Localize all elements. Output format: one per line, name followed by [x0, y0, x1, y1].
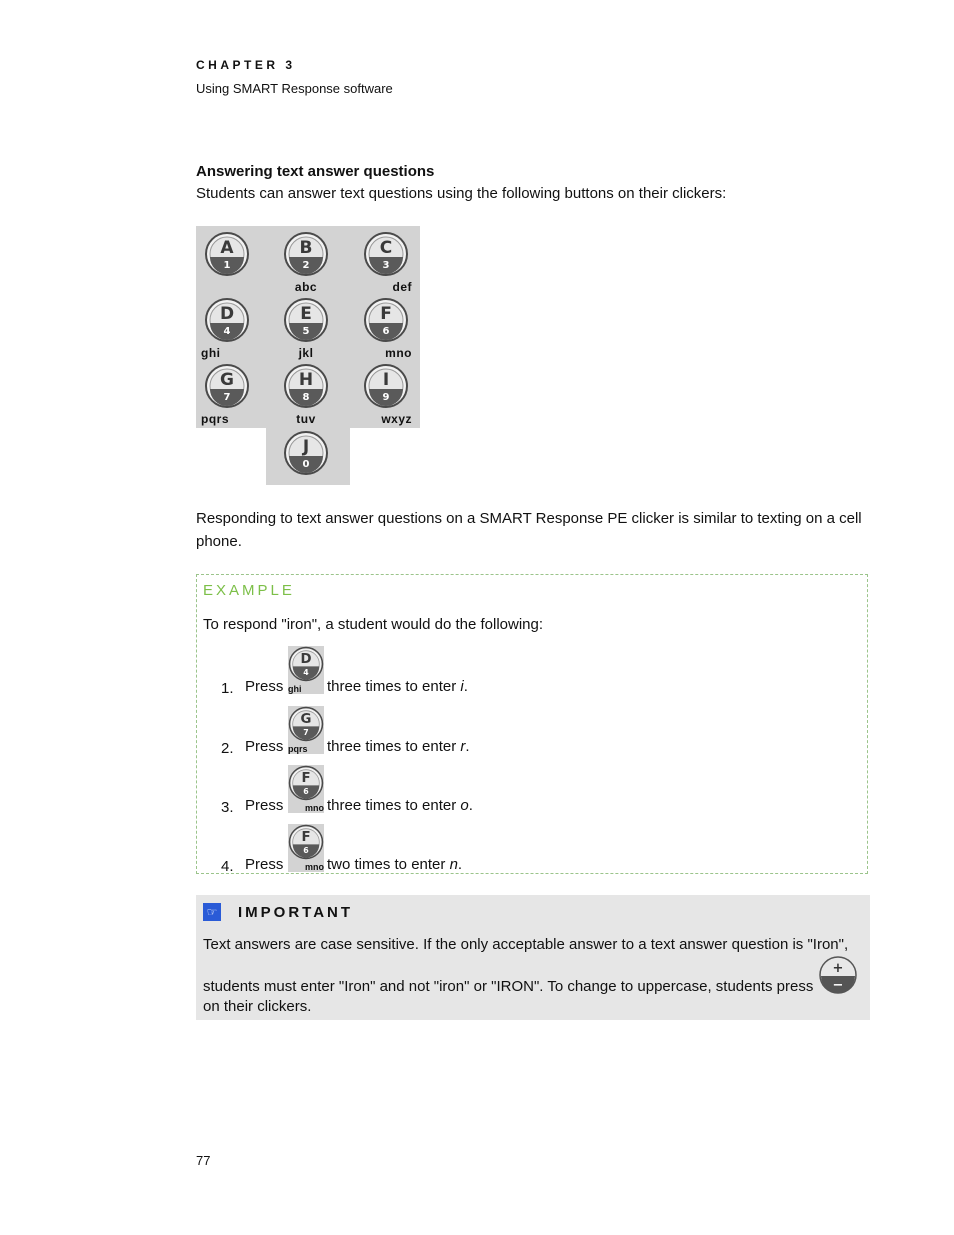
step-instruction: three times to enter i. [327, 678, 468, 695]
svg-text:A: A [220, 238, 234, 258]
svg-text:4: 4 [303, 667, 309, 677]
key-letters-label: def [392, 280, 412, 294]
chapter-subtitle: Using SMART Response software [196, 81, 393, 96]
svg-text:D: D [300, 652, 312, 668]
key-j-icon [283, 430, 329, 476]
key-b-icon [283, 231, 329, 277]
step-press-label: Press [245, 678, 284, 695]
key-letters-label: ghi [201, 346, 221, 360]
svg-text:3: 3 [382, 260, 390, 271]
svg-text:I: I [382, 370, 390, 390]
key-a-icon [204, 231, 250, 277]
key-letters-label: pqrs [201, 412, 230, 426]
key-d-icon [288, 646, 324, 694]
svg-text:G: G [300, 712, 312, 728]
pointing-hand-icon: ☞ [203, 903, 221, 921]
important-title: IMPORTANT [238, 904, 354, 921]
key-letters-label: mno [385, 346, 412, 360]
key-letters-label: abc [294, 280, 318, 294]
svg-text:F: F [380, 304, 392, 324]
step-press-label: Press [245, 738, 284, 755]
step-number: 3. [221, 799, 234, 816]
section-intro: Students can answer text questions using the following buttons on their clickers: [196, 185, 727, 202]
svg-text:J: J [302, 437, 310, 457]
svg-text:6: 6 [303, 786, 309, 796]
svg-text:+: + [832, 961, 844, 976]
svg-text:F: F [301, 771, 311, 787]
key-letters-label: ghi [288, 684, 302, 694]
svg-text:0: 0 [302, 459, 310, 470]
key-i-icon [363, 363, 409, 409]
svg-text:B: B [299, 238, 313, 258]
key-letters-label: pqrs [288, 744, 308, 754]
key-letters-label: mno [305, 803, 324, 813]
svg-text:4: 4 [223, 326, 231, 337]
key-letters-label: wxyz [381, 412, 412, 426]
svg-text:7: 7 [303, 727, 309, 737]
page-number: 77 [196, 1153, 211, 1168]
svg-text:2: 2 [302, 260, 310, 271]
step-number: 2. [221, 740, 234, 757]
section-title: Answering text answer questions [196, 163, 435, 180]
key-f-icon [288, 765, 324, 813]
key-g-icon [288, 706, 324, 754]
key-f-icon [363, 297, 409, 343]
step-instruction: two times to enter n. [327, 856, 463, 873]
example-intro: To respond "iron", a student would do the following: [203, 616, 544, 633]
step-number: 1. [221, 680, 234, 697]
key-e-icon [283, 297, 329, 343]
important-line-3: on their clickers. [203, 998, 312, 1015]
example-title: EXAMPLE [203, 582, 295, 599]
svg-text:−: − [832, 978, 844, 993]
svg-text:D: D [219, 304, 235, 324]
svg-text:8: 8 [302, 392, 310, 403]
svg-text:7: 7 [223, 392, 231, 403]
step-press-label: Press [245, 797, 284, 814]
key-letters-label: jkl [298, 346, 314, 360]
step-press-label: Press [245, 856, 284, 873]
svg-text:F: F [301, 830, 311, 846]
key-letters-label: mno [305, 862, 324, 872]
key-h-icon [283, 363, 329, 409]
key-c-icon [363, 231, 409, 277]
svg-text:G: G [220, 370, 234, 390]
svg-text:C: C [379, 238, 393, 258]
step-number: 4. [221, 858, 234, 875]
svg-text:E: E [300, 304, 312, 324]
step-instruction: three times to enter o. [327, 797, 473, 814]
important-line-1: Text answers are case sensitive. If the only acceptable answer to a text answer question is "Iron", [203, 936, 849, 953]
key-f-icon [288, 824, 324, 872]
step-instruction: three times to enter r. [327, 738, 470, 755]
important-line-2: students must enter "Iron" and not "iron" or "IRON". To change to uppercase, students press [203, 978, 814, 995]
key-g-icon [204, 363, 250, 409]
texting-paragraph: Responding to text answer questions on a SMART Response PE clicker is similar to texting on a cell phone. [196, 510, 862, 550]
svg-text:1: 1 [223, 260, 231, 271]
plus-minus-key-icon [818, 955, 858, 995]
key-letters-label: tuv [296, 412, 316, 426]
svg-text:6: 6 [303, 845, 309, 855]
svg-text:6: 6 [382, 326, 390, 337]
svg-text:H: H [298, 370, 314, 390]
svg-text:5: 5 [302, 326, 310, 337]
chapter-label: CHAPTER 3 [196, 58, 296, 72]
key-d-icon [204, 297, 250, 343]
svg-text:9: 9 [382, 392, 390, 403]
